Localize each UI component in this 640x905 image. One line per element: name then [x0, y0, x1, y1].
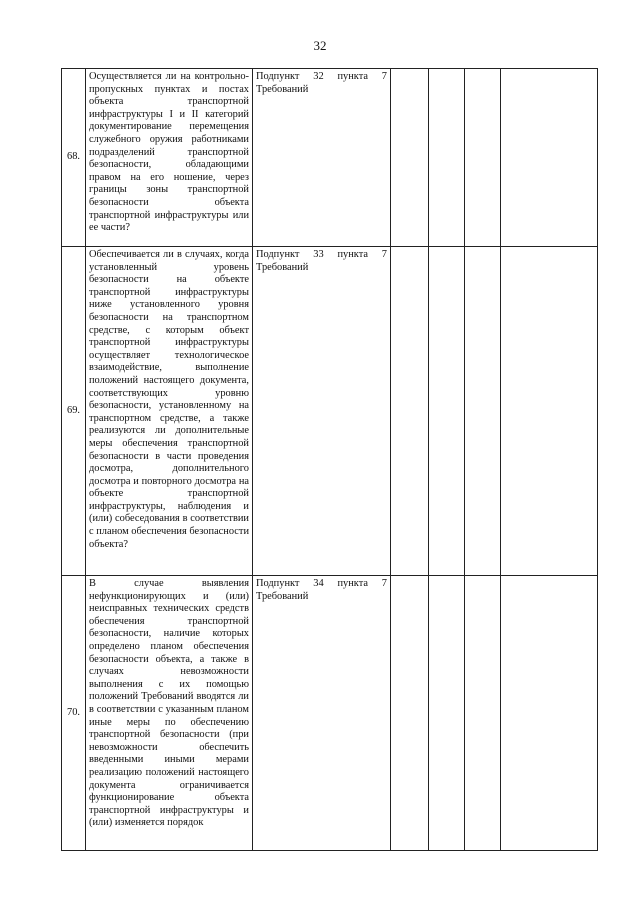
requirement-reference: Подпункт 32 пункта 7 Требований: [253, 69, 391, 247]
answer-na-cell: [465, 576, 501, 851]
table-row: [62, 247, 598, 576]
page-number: 32: [313, 38, 327, 53]
row-number: 70.: [62, 576, 86, 851]
question-text: В случае выявления нефункционирующих и (или) неисправных технических средств обеспечения транспортной безопасности, наличие которых определено планом обеспечения безопасности объекта, а также в случаях невозможности выполнения с их помощью положений Требований вводятся ли в соответствии с указанным планом иные меры по обеспечению транспортной безопасности (при невозможности обеспечить введенными иными мерами реализацию положений настоящего документа ограничивается функционирование объекта транспортной инфраструктуры и (или) изменяется порядок: [86, 576, 253, 851]
answer-yes-cell: [391, 576, 429, 851]
answer-no-cell: [429, 69, 465, 247]
answer-no-cell: [429, 576, 465, 851]
requirement-reference: Подпункт 33 пункта 7 Требований: [253, 247, 391, 576]
answer-yes-cell: [391, 247, 429, 576]
answer-no-cell: [429, 247, 465, 576]
page-bottom-margin: [0, 852, 640, 905]
table-row: [62, 69, 598, 247]
row-number: 68.: [62, 69, 86, 247]
notes-cell: [501, 69, 598, 247]
notes-cell: [501, 576, 598, 851]
requirement-reference: Подпункт 34 пункта 7 Требований: [253, 576, 391, 851]
notes-cell: [501, 247, 598, 576]
question-text: Обеспечивается ли в случаях, когда установленный уровень безопасности на объекте транспортной инфраструктуры ниже установленного уровня безопасности на транспортном средстве, с которым объект транспортной инфраструктуры осуществляет технологическое взаимодействие, выполнение положений настоящего документа, соответствующих уровню безопасности, установленному на транспортном средстве, а также реализуются ли дополнительные меры обеспечения транспортной безопасности в части проведения досмотра, дополнительного досмотра и повторного досмотра на объекте транспортной инфраструктуры, наблюдения и (или) собеседования в соответствии с планом обеспечения безопасности объекта?: [86, 247, 253, 576]
answer-yes-cell: [391, 69, 429, 247]
answer-na-cell: [465, 69, 501, 247]
question-text: Осуществляется ли на контрольно-пропускных пунктах и постах объекта транспортной инфраструктуры I и II категорий документирование перемещения служебного оружия работниками подразделений транспортной безопасности, обладающими правом на его ношение, через границы зоны транспортной безопасности объекта транспортной инфраструктуры или ее части?: [86, 69, 253, 247]
table-row: [62, 576, 598, 851]
answer-na-cell: [465, 247, 501, 576]
row-number: 69.: [62, 247, 86, 576]
checklist-table: [61, 68, 598, 851]
